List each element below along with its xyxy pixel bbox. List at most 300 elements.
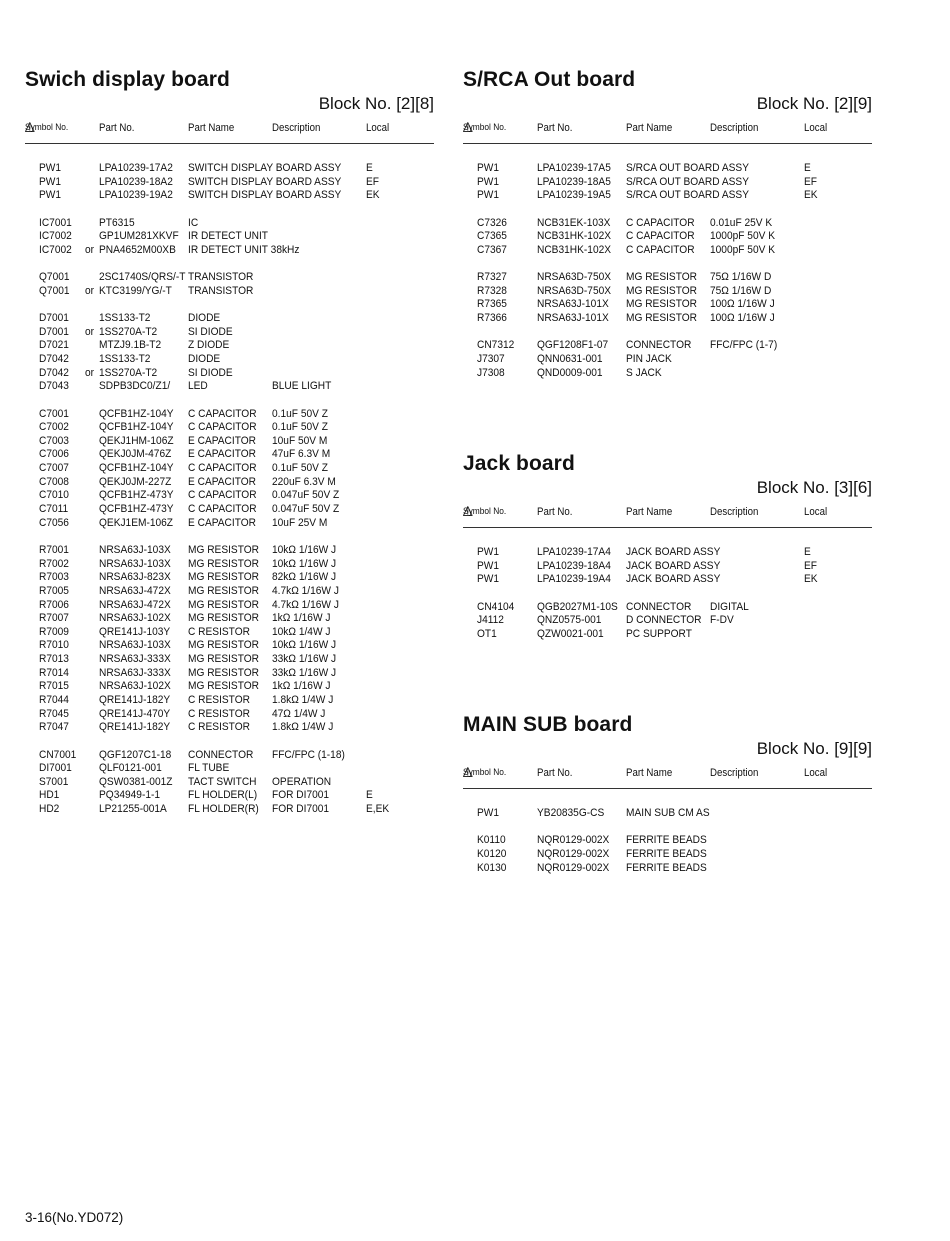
part-no-cell: LPA10239-17A5 xyxy=(537,162,611,174)
group-spacer xyxy=(463,257,872,271)
symbol-cell: C7008 xyxy=(39,475,69,488)
table-row xyxy=(25,694,434,708)
local-header: Local xyxy=(366,122,390,134)
part-no-cell: NRSA63J-823X xyxy=(99,571,171,584)
table-row xyxy=(25,476,434,490)
symbol-cell: C7056 xyxy=(39,516,69,529)
local-cell: E,EK xyxy=(366,803,390,816)
part-no-cell: KTC3199/YG/-T xyxy=(99,284,172,297)
description-cell: 4.7kΩ 1/16W J xyxy=(272,584,339,597)
part-name-cell: SI DIODE xyxy=(188,366,233,379)
part-no-cell: LPA10239-19A2 xyxy=(99,189,173,202)
table-row xyxy=(25,571,434,585)
symbol-cell: D7043 xyxy=(39,380,69,393)
part-name-cell: IR DETECT UNIT xyxy=(188,230,269,243)
part-name-cell: E CAPACITOR xyxy=(188,434,256,447)
description-cell: FOR DI7001 xyxy=(272,803,330,816)
symbol-cell: J7307 xyxy=(477,352,505,365)
part-no-cell: QRE141J-182Y xyxy=(99,721,171,734)
table-row xyxy=(25,558,434,572)
description-cell: 0.1uF 50V Z xyxy=(272,421,328,434)
symbol-cell: Q7001 xyxy=(39,271,70,284)
part-name-cell: D CONNECTOR xyxy=(626,614,702,627)
part-name-cell: C CAPACITOR xyxy=(188,489,257,502)
table-row xyxy=(463,628,872,642)
description-cell: BLUE LIGHT xyxy=(272,380,332,393)
local-header: Local xyxy=(804,122,828,134)
board-srca-out xyxy=(463,68,872,398)
part-name-cell: PC SUPPORT xyxy=(626,627,692,640)
symbol-cell: R7001 xyxy=(39,543,69,556)
description-cell: 75Ω 1/16W D xyxy=(710,284,772,297)
warning-triangle-icon xyxy=(463,122,473,132)
part-no-cell: LPA10239-18A5 xyxy=(537,175,611,188)
parts-list xyxy=(463,807,872,875)
part-no-cell: QCFB1HZ-104Y xyxy=(99,462,174,475)
symbol-cell: R7327 xyxy=(477,271,507,284)
local-cell: EF xyxy=(366,175,379,188)
part-no-cell: NCB31EK-103X xyxy=(537,216,611,229)
part-no-cell: 1SS133-T2 xyxy=(99,352,151,365)
symbol-header xyxy=(463,767,506,778)
description-header: Description xyxy=(709,767,759,779)
description-cell: FFC/FPC (1-7) xyxy=(710,339,778,352)
part-no-cell: 1SS270A-T2 xyxy=(99,325,158,338)
symbol-header-label: Symbol No. xyxy=(463,122,507,133)
alternate-cell: or xyxy=(85,243,95,256)
table-row xyxy=(25,408,434,422)
part-no-cell: QRE141J-182Y xyxy=(99,693,171,706)
symbol-cell: C7003 xyxy=(39,434,69,447)
table-row xyxy=(25,721,434,735)
symbol-cell: CN7312 xyxy=(477,339,515,352)
symbol-cell: C7007 xyxy=(39,462,69,475)
description-cell: OPERATION xyxy=(272,775,332,788)
part-name-cell: CONNECTOR xyxy=(188,748,254,761)
symbol-cell: K0110 xyxy=(477,834,506,847)
board-title: Jack board xyxy=(463,452,575,475)
symbol-cell: HD2 xyxy=(39,803,60,816)
description-cell: 1.8kΩ 1/4W J xyxy=(272,721,334,734)
part-name-cell: JACK BOARD ASSY xyxy=(626,573,721,586)
part-name-cell: E CAPACITOR xyxy=(188,448,256,461)
table-row xyxy=(463,285,872,299)
parts-list xyxy=(463,162,872,380)
symbol-cell: C7365 xyxy=(477,230,507,243)
part-no-cell: QRE141J-470Y xyxy=(99,707,171,720)
symbol-cell: Q7001 xyxy=(39,284,70,297)
description-header: Description xyxy=(709,506,759,518)
table-row xyxy=(25,312,434,326)
table-row xyxy=(25,421,434,435)
description-header: Description xyxy=(271,122,321,134)
part-no-header: Part No. xyxy=(98,122,135,134)
part-name-cell: S JACK xyxy=(626,366,662,379)
description-cell: 10kΩ 1/4W J xyxy=(272,625,331,638)
table-row xyxy=(463,298,872,312)
block-number: Block No. [2][8] xyxy=(318,94,434,113)
local-cell: EK xyxy=(804,189,818,202)
symbol-cell: D7001 xyxy=(39,325,69,338)
part-name-header: Part Name xyxy=(625,767,673,779)
part-no-cell: NQR0129-002X xyxy=(537,834,610,847)
part-no-cell: 1SS133-T2 xyxy=(99,312,151,325)
table-row xyxy=(463,339,872,353)
part-name-cell: C CAPACITOR xyxy=(626,243,695,256)
part-no-cell: QGB2027M1-10S xyxy=(537,600,618,613)
part-no-cell: PT6315 xyxy=(99,216,135,229)
part-name-cell: IC xyxy=(188,216,199,229)
part-no-cell: LPA10239-18A4 xyxy=(537,559,611,572)
part-name-cell: MG RESISTOR xyxy=(188,571,260,584)
group-spacer xyxy=(25,298,434,312)
part-no-cell: PNA4652M00XB xyxy=(99,243,176,256)
part-no-cell: NRSA63J-101X xyxy=(537,312,609,325)
table-row xyxy=(25,599,434,613)
table-row xyxy=(25,230,434,244)
part-no-cell: NRSA63D-750X xyxy=(537,271,612,284)
symbol-cell: DI7001 xyxy=(39,762,72,775)
symbol-header-label: Symbol No. xyxy=(463,506,507,517)
group-spacer xyxy=(463,821,872,835)
group-spacer xyxy=(463,203,872,217)
part-name-cell: DIODE xyxy=(188,352,221,365)
table-row xyxy=(25,789,434,803)
parts-list xyxy=(25,162,434,817)
part-no-cell: QNZ0575-001 xyxy=(537,614,602,627)
group-spacer xyxy=(463,326,872,340)
table-row xyxy=(463,848,872,862)
description-cell: 10kΩ 1/16W J xyxy=(272,557,337,570)
table-row xyxy=(25,708,434,722)
part-no-cell: 1SS270A-T2 xyxy=(99,366,158,379)
table-row xyxy=(463,834,872,848)
description-cell: 75Ω 1/16W D xyxy=(710,271,772,284)
part-name-cell: TACT SWITCH xyxy=(188,775,257,788)
part-no-cell: QCFB1HZ-473Y xyxy=(99,489,174,502)
block-number: Block No. [2][9] xyxy=(756,94,872,113)
symbol-cell: R7003 xyxy=(39,571,69,584)
local-cell: EK xyxy=(366,189,380,202)
part-name-cell: CONNECTOR xyxy=(626,600,692,613)
part-name-cell: MG RESISTOR xyxy=(188,653,260,666)
part-name-header: Part Name xyxy=(187,122,235,134)
symbol-cell: J7308 xyxy=(477,366,505,379)
description-cell: 4.7kΩ 1/16W J xyxy=(272,598,339,611)
part-no-cell: NRSA63J-101X xyxy=(537,298,609,311)
part-no-cell: LPA10239-19A4 xyxy=(537,573,611,586)
part-no-cell: QCFB1HZ-104Y xyxy=(99,421,174,434)
block-number: Block No. [3][6] xyxy=(756,478,872,497)
description-cell: 100Ω 1/16W J xyxy=(710,312,775,325)
part-name-cell: C RESISTOR xyxy=(188,721,250,734)
column-header-row xyxy=(463,122,872,136)
part-name-cell: MG RESISTOR xyxy=(626,271,698,284)
part-name-cell: MG RESISTOR xyxy=(188,666,260,679)
symbol-cell: D7042 xyxy=(39,366,69,379)
symbol-cell: R7328 xyxy=(477,284,507,297)
symbol-cell: R7014 xyxy=(39,666,69,679)
column-header-row xyxy=(25,122,434,136)
part-name-cell: FERRITE BEADS xyxy=(626,847,707,860)
table-row xyxy=(25,503,434,517)
part-name-cell: MG RESISTOR xyxy=(626,284,698,297)
table-row xyxy=(25,544,434,558)
table-row xyxy=(25,639,434,653)
table-row xyxy=(25,653,434,667)
description-cell: DIGITAL xyxy=(710,600,749,613)
table-row xyxy=(463,162,872,176)
alternate-cell: or xyxy=(85,325,95,338)
part-name-cell: DIODE xyxy=(188,312,221,325)
group-spacer xyxy=(25,257,434,271)
table-row xyxy=(25,285,434,299)
part-no-cell: NQR0129-002X xyxy=(537,847,610,860)
group-spacer xyxy=(25,394,434,408)
table-row xyxy=(463,230,872,244)
table-row xyxy=(463,862,872,876)
description-cell: FFC/FPC (1-18) xyxy=(272,748,345,761)
part-no-cell: 2SC1740S/QRS/-T xyxy=(99,271,186,284)
part-name-cell: C CAPACITOR xyxy=(188,503,257,516)
symbol-cell: R7005 xyxy=(39,584,69,597)
board-title: MAIN SUB board xyxy=(463,713,633,736)
board-jack xyxy=(463,452,872,652)
table-row xyxy=(25,612,434,626)
table-row xyxy=(463,217,872,231)
table-row xyxy=(25,435,434,449)
symbol-cell: R7015 xyxy=(39,680,69,693)
part-name-cell: MG RESISTOR xyxy=(188,639,260,652)
symbol-cell: K0120 xyxy=(477,847,507,860)
symbol-cell: S7001 xyxy=(39,775,69,788)
part-no-cell: GP1UM281XKVF xyxy=(99,230,179,243)
symbol-cell: PW1 xyxy=(39,175,62,188)
table-row xyxy=(25,517,434,531)
part-no-header: Part No. xyxy=(536,767,573,779)
part-no-cell: QGF1208F1-07 xyxy=(537,339,609,352)
symbol-cell: R7044 xyxy=(39,693,69,706)
group-spacer xyxy=(25,203,434,217)
symbol-cell: D7021 xyxy=(39,339,69,352)
table-row xyxy=(25,489,434,503)
table-row xyxy=(25,462,434,476)
description-cell: 33kΩ 1/16W J xyxy=(272,653,337,666)
part-no-cell: NQR0129-002X xyxy=(537,861,610,874)
symbol-cell: R7013 xyxy=(39,653,69,666)
part-name-cell: C RESISTOR xyxy=(188,707,250,720)
table-row xyxy=(25,448,434,462)
header-rule xyxy=(25,143,434,144)
part-name-cell: SWITCH DISPLAY BOARD ASSY xyxy=(188,189,342,202)
symbol-cell: C7002 xyxy=(39,421,69,434)
symbol-header-label: Symbol No. xyxy=(463,767,507,778)
table-row xyxy=(25,353,434,367)
local-header: Local xyxy=(804,506,828,518)
symbol-cell: IC7002 xyxy=(39,243,72,256)
group-spacer xyxy=(25,530,434,544)
part-no-header: Part No. xyxy=(536,122,573,134)
local-cell: E xyxy=(366,162,373,174)
part-no-cell: QEKJ1EM-106Z xyxy=(99,516,174,529)
table-row xyxy=(25,244,434,258)
table-row xyxy=(25,217,434,231)
table-row xyxy=(25,339,434,353)
table-row xyxy=(25,585,434,599)
description-cell: 10uF 25V M xyxy=(272,516,328,529)
table-row xyxy=(463,176,872,190)
table-row xyxy=(463,367,872,381)
symbol-cell: PW1 xyxy=(39,189,62,202)
block-number: Block No. [9][9] xyxy=(756,739,872,758)
symbol-header xyxy=(25,122,68,133)
description-cell: 0.047uF 50V Z xyxy=(272,489,340,502)
table-row xyxy=(25,176,434,190)
part-no-cell: LPA10239-19A5 xyxy=(537,189,611,202)
description-cell: 82kΩ 1/16W J xyxy=(272,571,337,584)
part-name-cell: E CAPACITOR xyxy=(188,516,256,529)
part-name-cell: C CAPACITOR xyxy=(188,407,257,420)
table-row xyxy=(463,573,872,587)
part-no-cell: MTZJ9.1B-T2 xyxy=(99,339,162,352)
part-name-cell: TRANSISTOR xyxy=(188,284,254,297)
part-no-cell: NRSA63J-472X xyxy=(99,598,171,611)
table-row xyxy=(25,749,434,763)
symbol-cell: R7006 xyxy=(39,598,69,611)
part-name-cell: MAIN SUB CM AS xyxy=(626,807,710,819)
symbol-header-label: Symbol No. xyxy=(25,122,69,133)
part-name-cell: LED xyxy=(188,380,208,393)
part-no-cell: NRSA63J-102X xyxy=(99,612,171,625)
parts-list xyxy=(463,546,872,641)
symbol-cell: R7045 xyxy=(39,707,69,720)
symbol-header xyxy=(463,506,506,517)
alternate-cell: or xyxy=(85,366,95,379)
part-no-cell: NRSA63J-103X xyxy=(99,543,171,556)
description-cell: FOR DI7001 xyxy=(272,789,330,802)
part-no-cell: QZW0021-001 xyxy=(537,627,604,640)
symbol-cell: R7007 xyxy=(39,612,69,625)
part-no-cell: YB20835G-CS xyxy=(537,807,605,819)
part-name-cell: FL HOLDER(L) xyxy=(188,789,258,802)
header-rule xyxy=(463,527,872,528)
description-header: Description xyxy=(709,122,759,134)
board-switch-display xyxy=(25,68,434,848)
board-main-sub xyxy=(463,713,872,893)
part-name-cell: S/RCA OUT BOARD ASSY xyxy=(626,175,749,188)
part-no-header: Part No. xyxy=(536,506,573,518)
part-name-cell: MG RESISTOR xyxy=(188,612,260,625)
part-no-cell: QCFB1HZ-104Y xyxy=(99,407,174,420)
table-row xyxy=(25,762,434,776)
symbol-cell: C7326 xyxy=(477,216,507,229)
description-cell: 10uF 50V M xyxy=(272,434,328,447)
part-no-cell: NCB31HK-102X xyxy=(537,243,612,256)
part-name-cell: SWITCH DISPLAY BOARD ASSY xyxy=(188,162,342,174)
part-name-cell: C CAPACITOR xyxy=(626,230,695,243)
part-name-cell: MG RESISTOR xyxy=(626,298,698,311)
part-name-cell: TRANSISTOR xyxy=(188,271,254,284)
table-row xyxy=(25,162,434,176)
local-cell: EK xyxy=(804,573,818,586)
description-cell: 0.1uF 50V Z xyxy=(272,407,328,420)
header-rule xyxy=(463,143,872,144)
column-header-row xyxy=(463,767,872,781)
part-no-cell: NRSA63J-103X xyxy=(99,639,171,652)
description-cell: 220uF 6.3V M xyxy=(272,475,336,488)
part-name-cell: C CAPACITOR xyxy=(626,216,695,229)
symbol-cell: C7367 xyxy=(477,243,507,256)
table-row xyxy=(463,601,872,615)
symbol-cell: C7001 xyxy=(39,407,69,420)
part-no-cell: SDPB3DC0/Z1/ xyxy=(99,380,171,393)
part-name-cell: MG RESISTOR xyxy=(626,312,698,325)
symbol-cell: J4112 xyxy=(477,614,504,627)
header-rule xyxy=(463,788,872,789)
part-name-cell: FL TUBE xyxy=(188,762,230,775)
column-header-row xyxy=(463,506,872,520)
description-cell: F-DV xyxy=(710,614,734,627)
board-title: S/RCA Out board xyxy=(463,68,636,91)
symbol-cell: CN7001 xyxy=(39,748,77,761)
part-name-cell: SWITCH DISPLAY BOARD ASSY xyxy=(188,175,342,188)
part-name-cell: FERRITE BEADS xyxy=(626,834,707,847)
group-spacer xyxy=(25,735,434,749)
symbol-cell: PW1 xyxy=(477,189,500,202)
symbol-cell: IC7001 xyxy=(39,216,72,229)
part-no-cell: NCB31HK-102X xyxy=(537,230,612,243)
part-no-cell: QEKJ0JM-476Z xyxy=(99,448,172,461)
table-row xyxy=(25,803,434,817)
description-cell: 1.8kΩ 1/4W J xyxy=(272,693,334,706)
warning-triangle-icon xyxy=(463,767,473,777)
part-no-cell: LP21255-001A xyxy=(99,803,167,816)
part-name-cell: S/RCA OUT BOARD ASSY xyxy=(626,162,749,174)
part-name-cell: FERRITE BEADS xyxy=(626,861,707,874)
table-row xyxy=(25,189,434,203)
description-cell: 47uF 6.3V M xyxy=(272,448,331,461)
table-row xyxy=(463,189,872,203)
symbol-cell: R7002 xyxy=(39,557,69,570)
symbol-cell: OT1 xyxy=(477,627,497,640)
part-name-cell: FL HOLDER(R) xyxy=(188,803,259,816)
symbol-cell: C7011 xyxy=(39,503,69,516)
symbol-cell: PW1 xyxy=(477,175,500,188)
part-name-cell: C CAPACITOR xyxy=(188,462,257,475)
description-cell: 1kΩ 1/16W J xyxy=(272,612,331,625)
description-cell: 47Ω 1/4W J xyxy=(272,707,326,720)
warning-triangle-icon xyxy=(25,122,35,132)
table-row xyxy=(463,312,872,326)
part-name-cell: MG RESISTOR xyxy=(188,598,260,611)
part-name-cell: MG RESISTOR xyxy=(188,680,260,693)
part-no-cell: NRSA63J-333X xyxy=(99,653,171,666)
part-name-cell: C CAPACITOR xyxy=(188,421,257,434)
symbol-cell: R7010 xyxy=(39,639,69,652)
part-name-cell: S/RCA OUT BOARD ASSY xyxy=(626,189,749,202)
part-no-cell: PQ34949-1-1 xyxy=(99,789,161,802)
board-title: Swich display board xyxy=(25,68,230,91)
symbol-cell: PW1 xyxy=(477,162,500,174)
symbol-cell: R7009 xyxy=(39,625,69,638)
table-row xyxy=(463,244,872,258)
description-cell: 100Ω 1/16W J xyxy=(710,298,775,311)
local-cell: E xyxy=(804,546,811,558)
table-row xyxy=(463,271,872,285)
group-spacer xyxy=(463,587,872,601)
part-name-cell: MG RESISTOR xyxy=(188,557,260,570)
part-name-header: Part Name xyxy=(625,506,673,518)
